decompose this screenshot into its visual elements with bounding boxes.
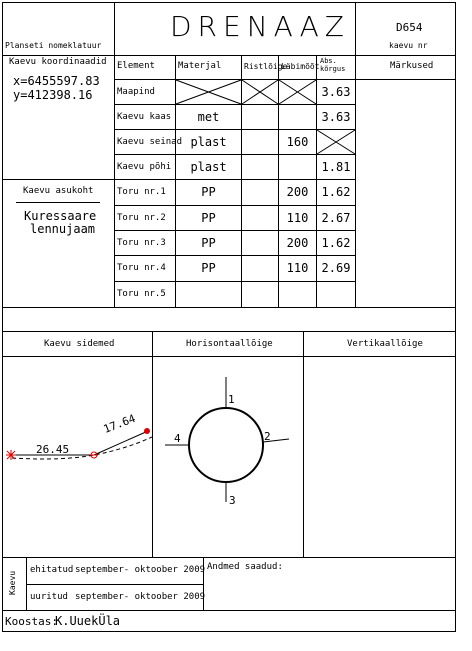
- pipe-label-3: 3: [229, 494, 236, 507]
- pipe-label-2: 2: [264, 430, 271, 443]
- data-from-label: Andmed saadud:: [207, 562, 283, 572]
- well-circle: [189, 408, 263, 482]
- built-label: ehitatud: [30, 565, 74, 575]
- location-label: Kaevu asukoht: [23, 186, 94, 196]
- row-diameter: 200: [286, 185, 309, 199]
- pipe-path: [12, 437, 152, 459]
- row-element-label: Toru nr.2: [117, 213, 166, 223]
- surveyed-label: uuritud: [30, 592, 68, 602]
- row-abs-height: 3.63: [321, 85, 351, 99]
- footer-kaevu-label: Kaevu: [8, 570, 17, 595]
- well-id: D654: [396, 21, 423, 34]
- row-material: PP: [201, 211, 216, 225]
- header-notes: Märkused: [390, 61, 434, 71]
- row-element-label: Toru nr.1: [117, 187, 166, 197]
- section-vertical-title: Vertikaallõige: [347, 339, 423, 349]
- header-diameter: Läbimõõt: [281, 62, 320, 71]
- row-diameter: 200: [286, 236, 309, 250]
- pipe-label-1: 1: [228, 393, 235, 406]
- row-element-label: Toru nr.5: [117, 289, 166, 299]
- row-element-label: Kaevu põhi: [117, 162, 172, 172]
- row-abs-height: 1.62: [321, 236, 351, 250]
- link-distance-1: 26.45: [36, 443, 70, 456]
- coordinates-label: Kaevu koordinaadid: [9, 57, 107, 67]
- row-material: PP: [201, 185, 216, 199]
- built-date: september- oktoober 2009: [75, 565, 206, 575]
- row-abs-height: 3.63: [321, 110, 351, 124]
- page-title: DRENAAZ: [170, 10, 350, 43]
- row-element-label: Toru nr.4: [117, 263, 166, 273]
- surveyed-date: september- oktoober 2009: [75, 592, 206, 602]
- section-links-title: Kaevu sidemed: [44, 339, 115, 349]
- row-abs-height: 2.67: [321, 211, 351, 225]
- location-divider: [16, 202, 100, 203]
- header-section: Ristlõige: [244, 62, 288, 71]
- header-element: Element: [117, 61, 155, 71]
- horizontal-section-drawing: [153, 357, 303, 557]
- row-abs-height: 1.62: [321, 185, 351, 199]
- header-material: Materjal: [178, 61, 222, 71]
- row-material: PP: [201, 236, 216, 250]
- row-material: plast: [190, 135, 227, 149]
- row-element-label: Kaevu kaas: [117, 112, 172, 122]
- row-diameter: 110: [286, 261, 309, 275]
- map-sheet-label: Planseti nomeklatuur: [5, 41, 102, 50]
- location-line2: lennujaam: [30, 222, 96, 236]
- row-abs-height: 2.69: [321, 261, 351, 275]
- pipe-label-4: 4: [174, 432, 181, 445]
- row-element-label: Kaevu seinad: [117, 137, 183, 147]
- coordinate-x: x=6455597.83: [13, 74, 100, 88]
- compiled-label: Koostas:: [5, 615, 58, 628]
- link-line-2: [94, 431, 148, 455]
- row-diameter: 160: [286, 135, 309, 149]
- row-element-label: Maapind: [117, 87, 155, 97]
- compiled-by: K.UuekÜla: [55, 614, 121, 628]
- section-horizontal-title: Horisontaallõige: [186, 339, 273, 349]
- link-distance-2: 17.64: [101, 411, 138, 436]
- well-id-label: kaevu nr: [389, 41, 428, 50]
- well-marker-end: [144, 428, 150, 434]
- row-abs-height: 1.81: [321, 160, 351, 174]
- row-diameter: 110: [286, 211, 309, 225]
- links-drawing: [2, 357, 152, 557]
- coordinate-y: y=412398.16: [13, 88, 93, 102]
- header-abs-height: Abs. kõrgus: [320, 57, 346, 73]
- row-material: met: [197, 110, 220, 124]
- well-marker-start: [6, 450, 16, 460]
- location-line1: Kuressaare: [24, 209, 97, 223]
- row-material: plast: [190, 160, 227, 174]
- row-material: PP: [201, 261, 216, 275]
- well-marker-mid: [90, 452, 98, 458]
- row-element-label: Toru nr.3: [117, 238, 166, 248]
